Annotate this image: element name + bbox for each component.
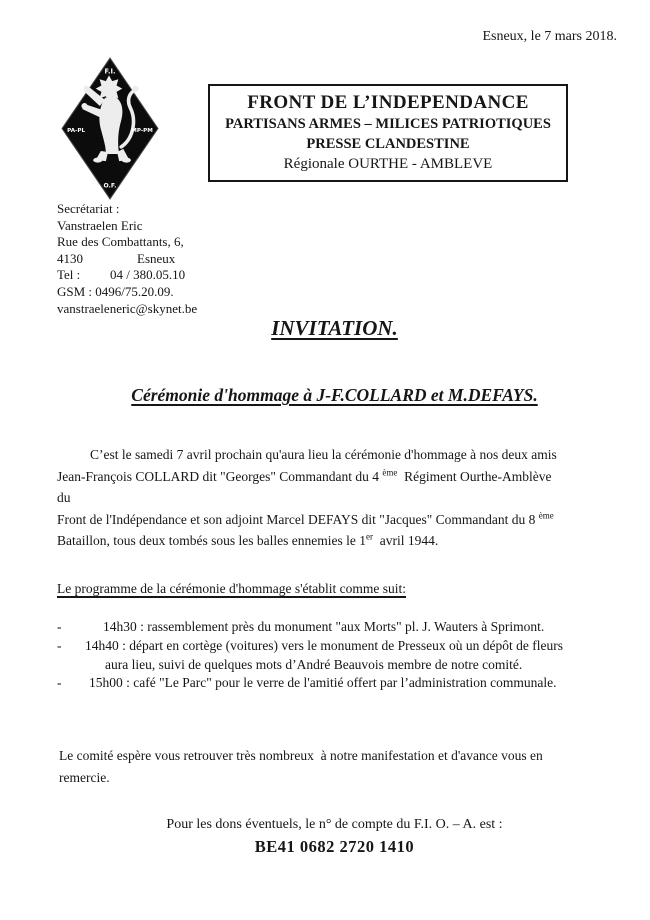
list-dash: - [57,637,62,653]
city: Esneux [137,250,176,266]
programme-item-2: - 14h40 : départ en cortège (voitures) vers le monument de Presseux où un dépôt de fleurs aura lieu, suivi de quelques mots d’André Beauvois membre de notre comité. [57,637,563,672]
secretariat-block [57,201,197,317]
logo-left-label: PA-PL [67,128,86,135]
logo-top-label: F.I. [104,67,116,76]
logo-bottom-label: O.F. [103,182,117,190]
secretariat-city-line [57,251,197,268]
logo-right-label: MP-PM [131,128,153,135]
body-line-3: du [57,490,71,505]
secretariat-gsm-line: GSM : 0496/75.20.09. [57,283,174,299]
secretariat-label: Secrétariat : [57,201,120,216]
invitation-heading: INVITATION. [271,316,398,340]
body-line-4: Front de l'Indépendance et son adjoint Marcel DEFAYS dit "Jacques" Commandant du 8 $^{ème}$ [57,510,554,527]
programme-heading: Le programme de la cérémonie d'hommage s'établit comme suit: [57,581,406,596]
org-title: FRONT DE L’INDEPENDANCE [247,92,529,113]
list-dash: - [57,619,62,634]
programme-list [57,618,627,693]
body-paragraph [57,444,632,552]
org-subtitle-1: PARTISANS ARMES – MILICES PATRIOTIQUES [225,116,551,132]
body-line-1: C’est le samedi 7 avril prochain qu'aura lieu la cérémonie d'hommage à nos deux amis [90,447,557,462]
secretariat-email: vanstraeleneric@skynet.be [57,300,198,316]
org-region: Régionale OURTHE - AMBLEVE [283,156,493,172]
fi-lion-emblem [58,55,162,203]
organization-header-box [208,84,568,182]
programme-item-1: - 14h30 : rassemblement près du monument "aux Morts" pl. J. Wauters à Sprimont. [57,618,627,637]
closing-paragraph: Le comité espère vous retrouver très nombreux à notre manifestation et d'avance vous en remercie. [59,748,543,785]
postal-code: 4130 [57,250,83,266]
org-subtitle-2: PRESSE CLANDESTINE [306,135,470,152]
ceremony-title: Cérémonie d'hommage à J-F.COLLARD et M.DEFAYS. [131,385,538,405]
programme-item-3: - 15h00 : café "Le Parc" pour le verre de l'amitié offert par l’administration communale. [57,674,627,693]
body-line-5: Bataillon, tous deux tombés sous les balles ennemies le 1er avril 1944. [57,531,439,548]
date-line: Esneux, le 7 mars 2018. [482,29,617,44]
iban-number: BE41 0682 2720 1410 [254,837,415,856]
secretariat-tel-line [57,267,197,284]
tel-number: 04 / 380.05.10 [110,267,186,283]
list-dash: - [57,675,62,691]
tel-label: Tel : [57,267,81,283]
secretariat-name: Vanstraelen Eric [57,217,143,233]
secretariat-street: Rue des Combattants, 6, [57,234,184,250]
body-line-2: Jean-François COLLARD dit "Georges" Commandant du 4 $^{ème}$ Régiment Ourthe-Amblève [57,467,552,484]
donation-line: Pour les dons éventuels, le n° de compte du F.I. O. – A. est : [166,817,503,832]
